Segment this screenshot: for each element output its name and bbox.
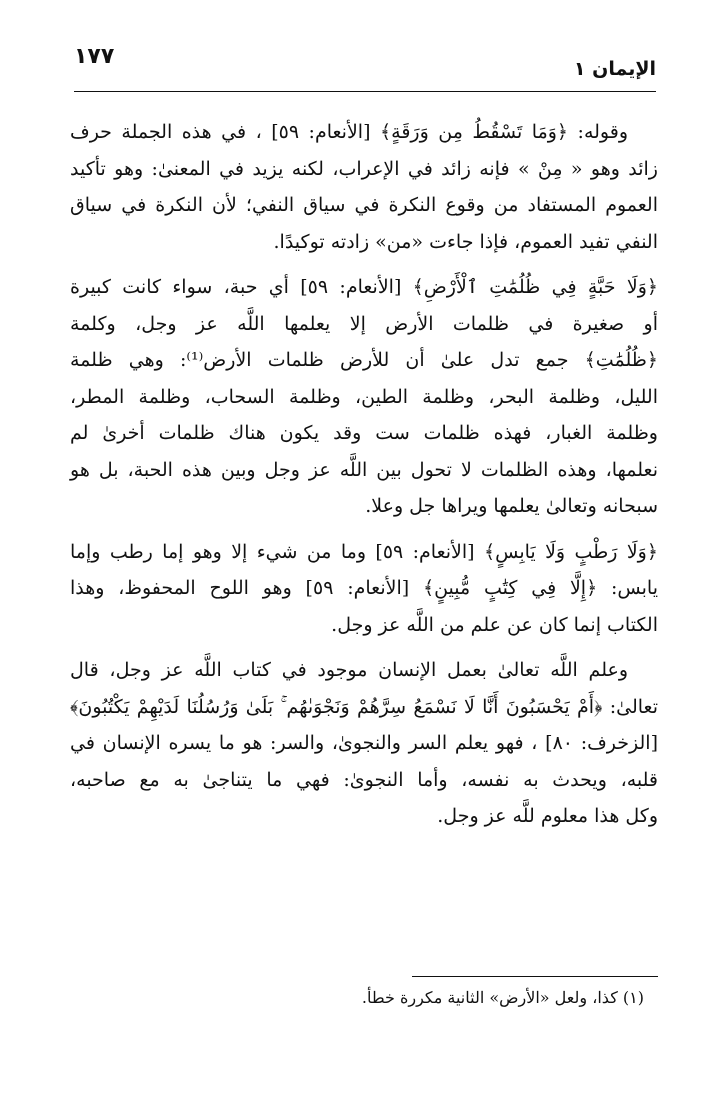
text-line: وقوله: ﴿وَمَا تَسْقُطُ مِن وَرَقَةٍ﴾ [الأنعام: ٥٩] ، في هذه الجملة حرف [70,121,628,143]
text-line: وظلمة الغبار، فهذه ظلمات ست وقد يكون هناك ظلمات أخرىٰ لم [70,422,658,444]
text-line: أو صغيرة في ظلمات الأرض إلا يعلمها اللَّه عز وجل، وكلمة [70,312,658,335]
text-line: سبحانه وتعالىٰ يعلمها ويراها جل وعلا. [365,495,658,517]
text-line: نعلمها، وهذه الظلمات لا تحول بين اللَّه عز وجل وبين هذه الحبة، بل هو [70,458,658,481]
page-number: ١٧٧ [74,44,115,69]
paragraph-3 [70,534,658,644]
running-title: الإيمان ١ [573,58,656,80]
footnote: (١) كذا، ولعل «الأرض» الثانية مكررة خطأ. [361,988,644,1007]
text-line: العموم المستفاد من وقوع النكرة في سياق النفي؛ لأن النكرة في سياق [70,194,658,216]
page-header [74,40,656,92]
text-line: ﴿وَلَا رَطْبٍ وَلَا يَابِسٍ﴾ [الأنعام: ٥٩] وما من شيء إلا وهو إما رطب وإما [70,540,658,563]
text-line: زائد وهو « مِنْ » فإنه زائد في الإعراب، لكنه يزيد في المعنىٰ: وهو تأكيد [70,157,658,180]
text-line: قلبه، ويحدث به نفسه، وأما النجوىٰ: فهي ما يتناجىٰ به مع صاحبه، [70,768,658,791]
footnote-divider [412,976,658,977]
paragraph-1 [70,114,658,260]
text-line: يابس: ﴿إِلَّا فِي كِتَٰبٍ مُّبِينٍ﴾ [الأنعام: ٥٩] وهو اللوح المحفوظ، وهذا [70,577,658,599]
text-line: تعالىٰ: ﴿أَمْ يَحْسَبُونَ أَنَّا لَا نَسْمَعُ سِرَّهُمْ وَنَجْوَىٰهُم ۚ بَلَىٰ وَرُسُلُنَا لَدَيْهِمْ يَكْتُبُونَ﴾ [70,695,658,718]
paragraph-4 [70,652,658,835]
text-line: وعلم اللَّه تعالىٰ بعمل الإنسان موجود في كتاب اللَّه عز وجل، قال [70,659,628,681]
header-divider [74,91,656,92]
text-line: الليل، وظلمة البحر، وظلمة الطين، وظلمة السحاب، وظلمة المطر، [70,385,658,408]
text-line: ﴿ظُلُمَٰتِ﴾ جمع تدل علىٰ أن للأرض ظلمات الأرض⁽¹⁾: وهي ظلمة [70,349,658,371]
text-line: ﴿وَلَا حَبَّةٍ فِي ظُلُمَٰتِ ٱلْأَرْضِ﴾ [الأنعام: ٥٩] أي حبة، سواء كانت كبيرة [70,276,658,298]
text-line: النفي تفيد العموم، فإذا جاءت «من» زادته توكيدًا. [273,230,658,253]
main-text [70,114,658,844]
text-line: وكل هذا معلوم للَّه عز وجل. [437,805,658,827]
text-line: الكتاب إنما كان عن علم من اللَّه عز وجل. [331,613,658,636]
text-line: [الزخرف: ٨٠] ، فهو يعلم السر والنجوىٰ، والسر: هو ما يسره الإنسان في [70,732,658,754]
paragraph-2 [70,269,658,525]
